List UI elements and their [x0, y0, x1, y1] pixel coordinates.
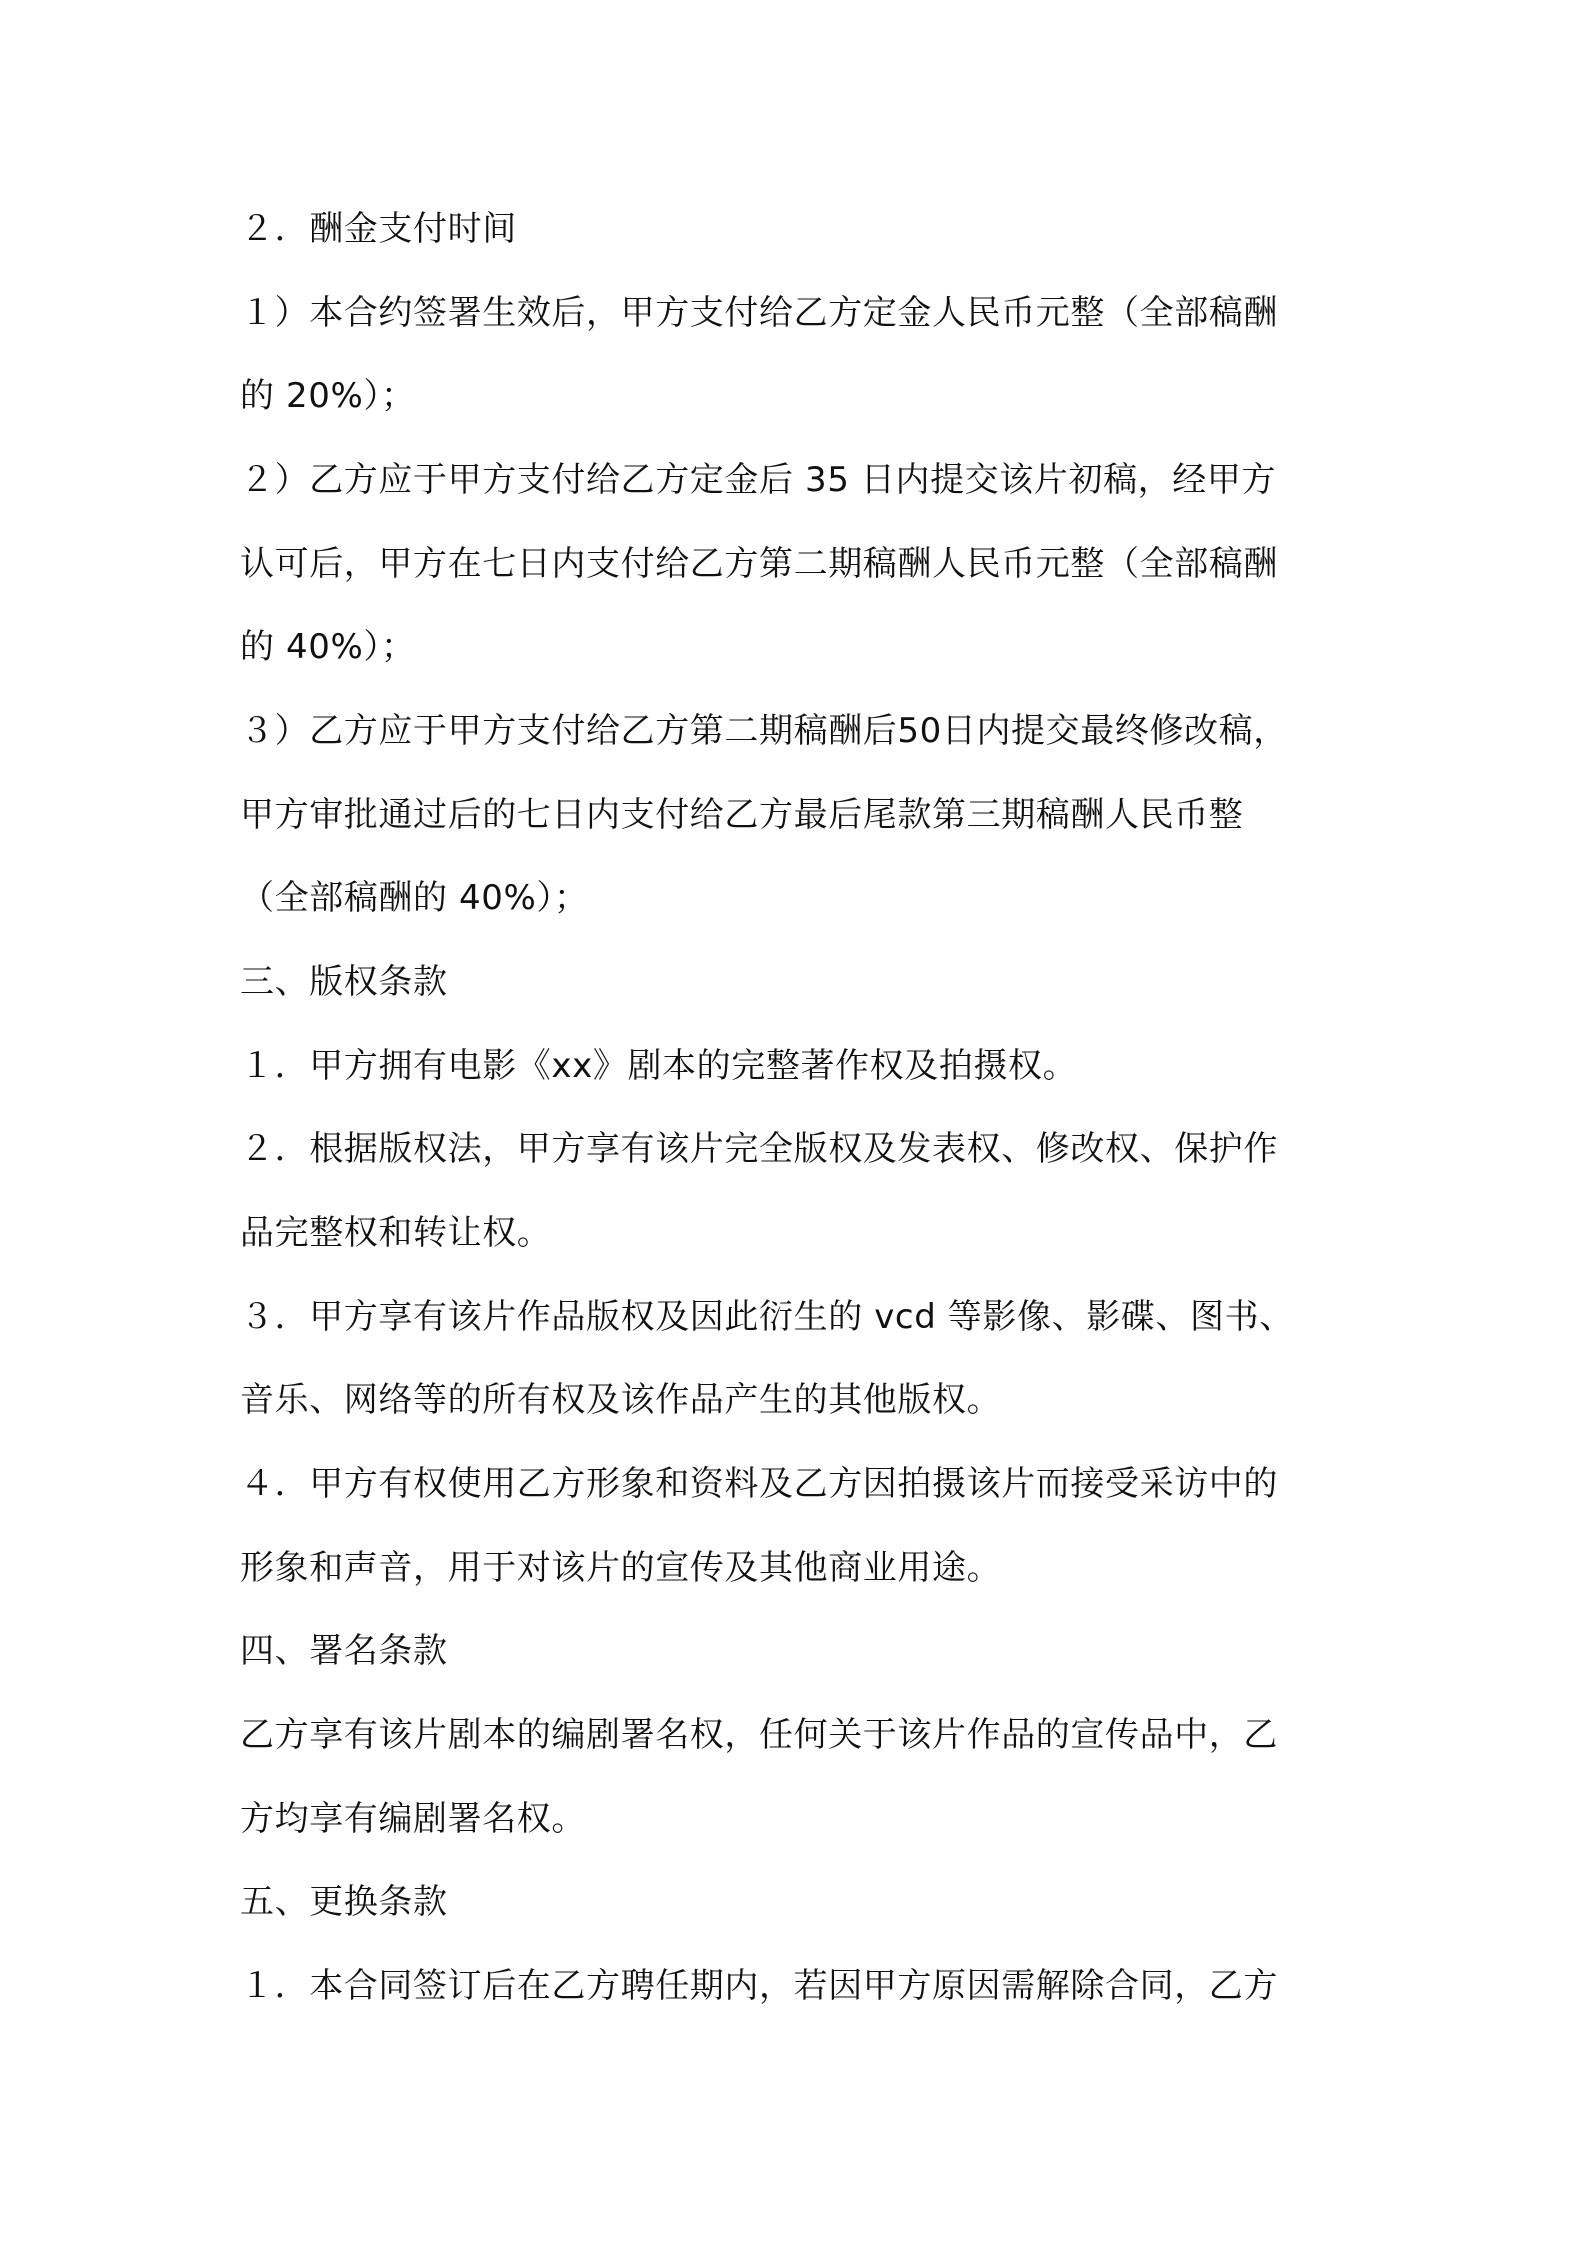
- section-heading: 四、署名条款: [240, 1631, 448, 1671]
- text-line: 音乐、网络等的所有权及该作品产生的其他版权。: [240, 1380, 1002, 1420]
- text-line: 甲方审批通过后的七日内支付给乙方最后尾款第三期稿酬人民币整: [240, 795, 1244, 835]
- text-line: ３）乙方应于甲方支付给乙方第二期稿酬后50日内提交最终修改稿，: [240, 711, 1288, 751]
- text-line: 的 40%）；: [240, 627, 416, 667]
- text-line: 方均享有编剧署名权。: [240, 1799, 586, 1839]
- section-heading: 五、更换条款: [240, 1882, 448, 1922]
- text-line: １．甲方拥有电影《xx》剧本的完整著作权及拍摄权。: [240, 1046, 1078, 1086]
- text-line: 的 20%）；: [240, 376, 416, 416]
- text-line: 形象和声音，用于对该片的宣传及其他商业用途。: [240, 1548, 1002, 1588]
- text-line: 乙方享有该片剧本的编剧署名权，任何关于该片作品的宣传品中，乙: [240, 1715, 1278, 1755]
- text-line: １．本合同签订后在乙方聘任期内，若因甲方原因需解除合同，乙方: [240, 1966, 1278, 2006]
- text-line: ３．甲方享有该片作品版权及因此衍生的 vcd 等影像、影碟、图书、: [240, 1297, 1294, 1337]
- text-line: １）本合约签署生效后，甲方支付给乙方定金人民币元整（全部稿酬: [240, 293, 1278, 333]
- text-line: ２．酬金支付时间: [240, 209, 517, 249]
- section-heading: 三、版权条款: [240, 962, 448, 1002]
- text-line: ４．甲方有权使用乙方形象和资料及乙方因拍摄该片而接受采访中的: [240, 1464, 1278, 1504]
- text-line: ２．根据版权法，甲方享有该片完全版权及发表权、修改权、保护作: [240, 1129, 1278, 1169]
- text-line: （全部稿酬的 40%）；: [240, 878, 589, 918]
- text-line: 认可后，甲方在七日内支付给乙方第二期稿酬人民币元整（全部稿酬: [240, 544, 1278, 584]
- text-line: ２）乙方应于甲方支付给乙方定金后 35 日内提交该片初稿，经甲方: [240, 460, 1277, 500]
- text-line: 品完整权和转让权。: [240, 1213, 552, 1253]
